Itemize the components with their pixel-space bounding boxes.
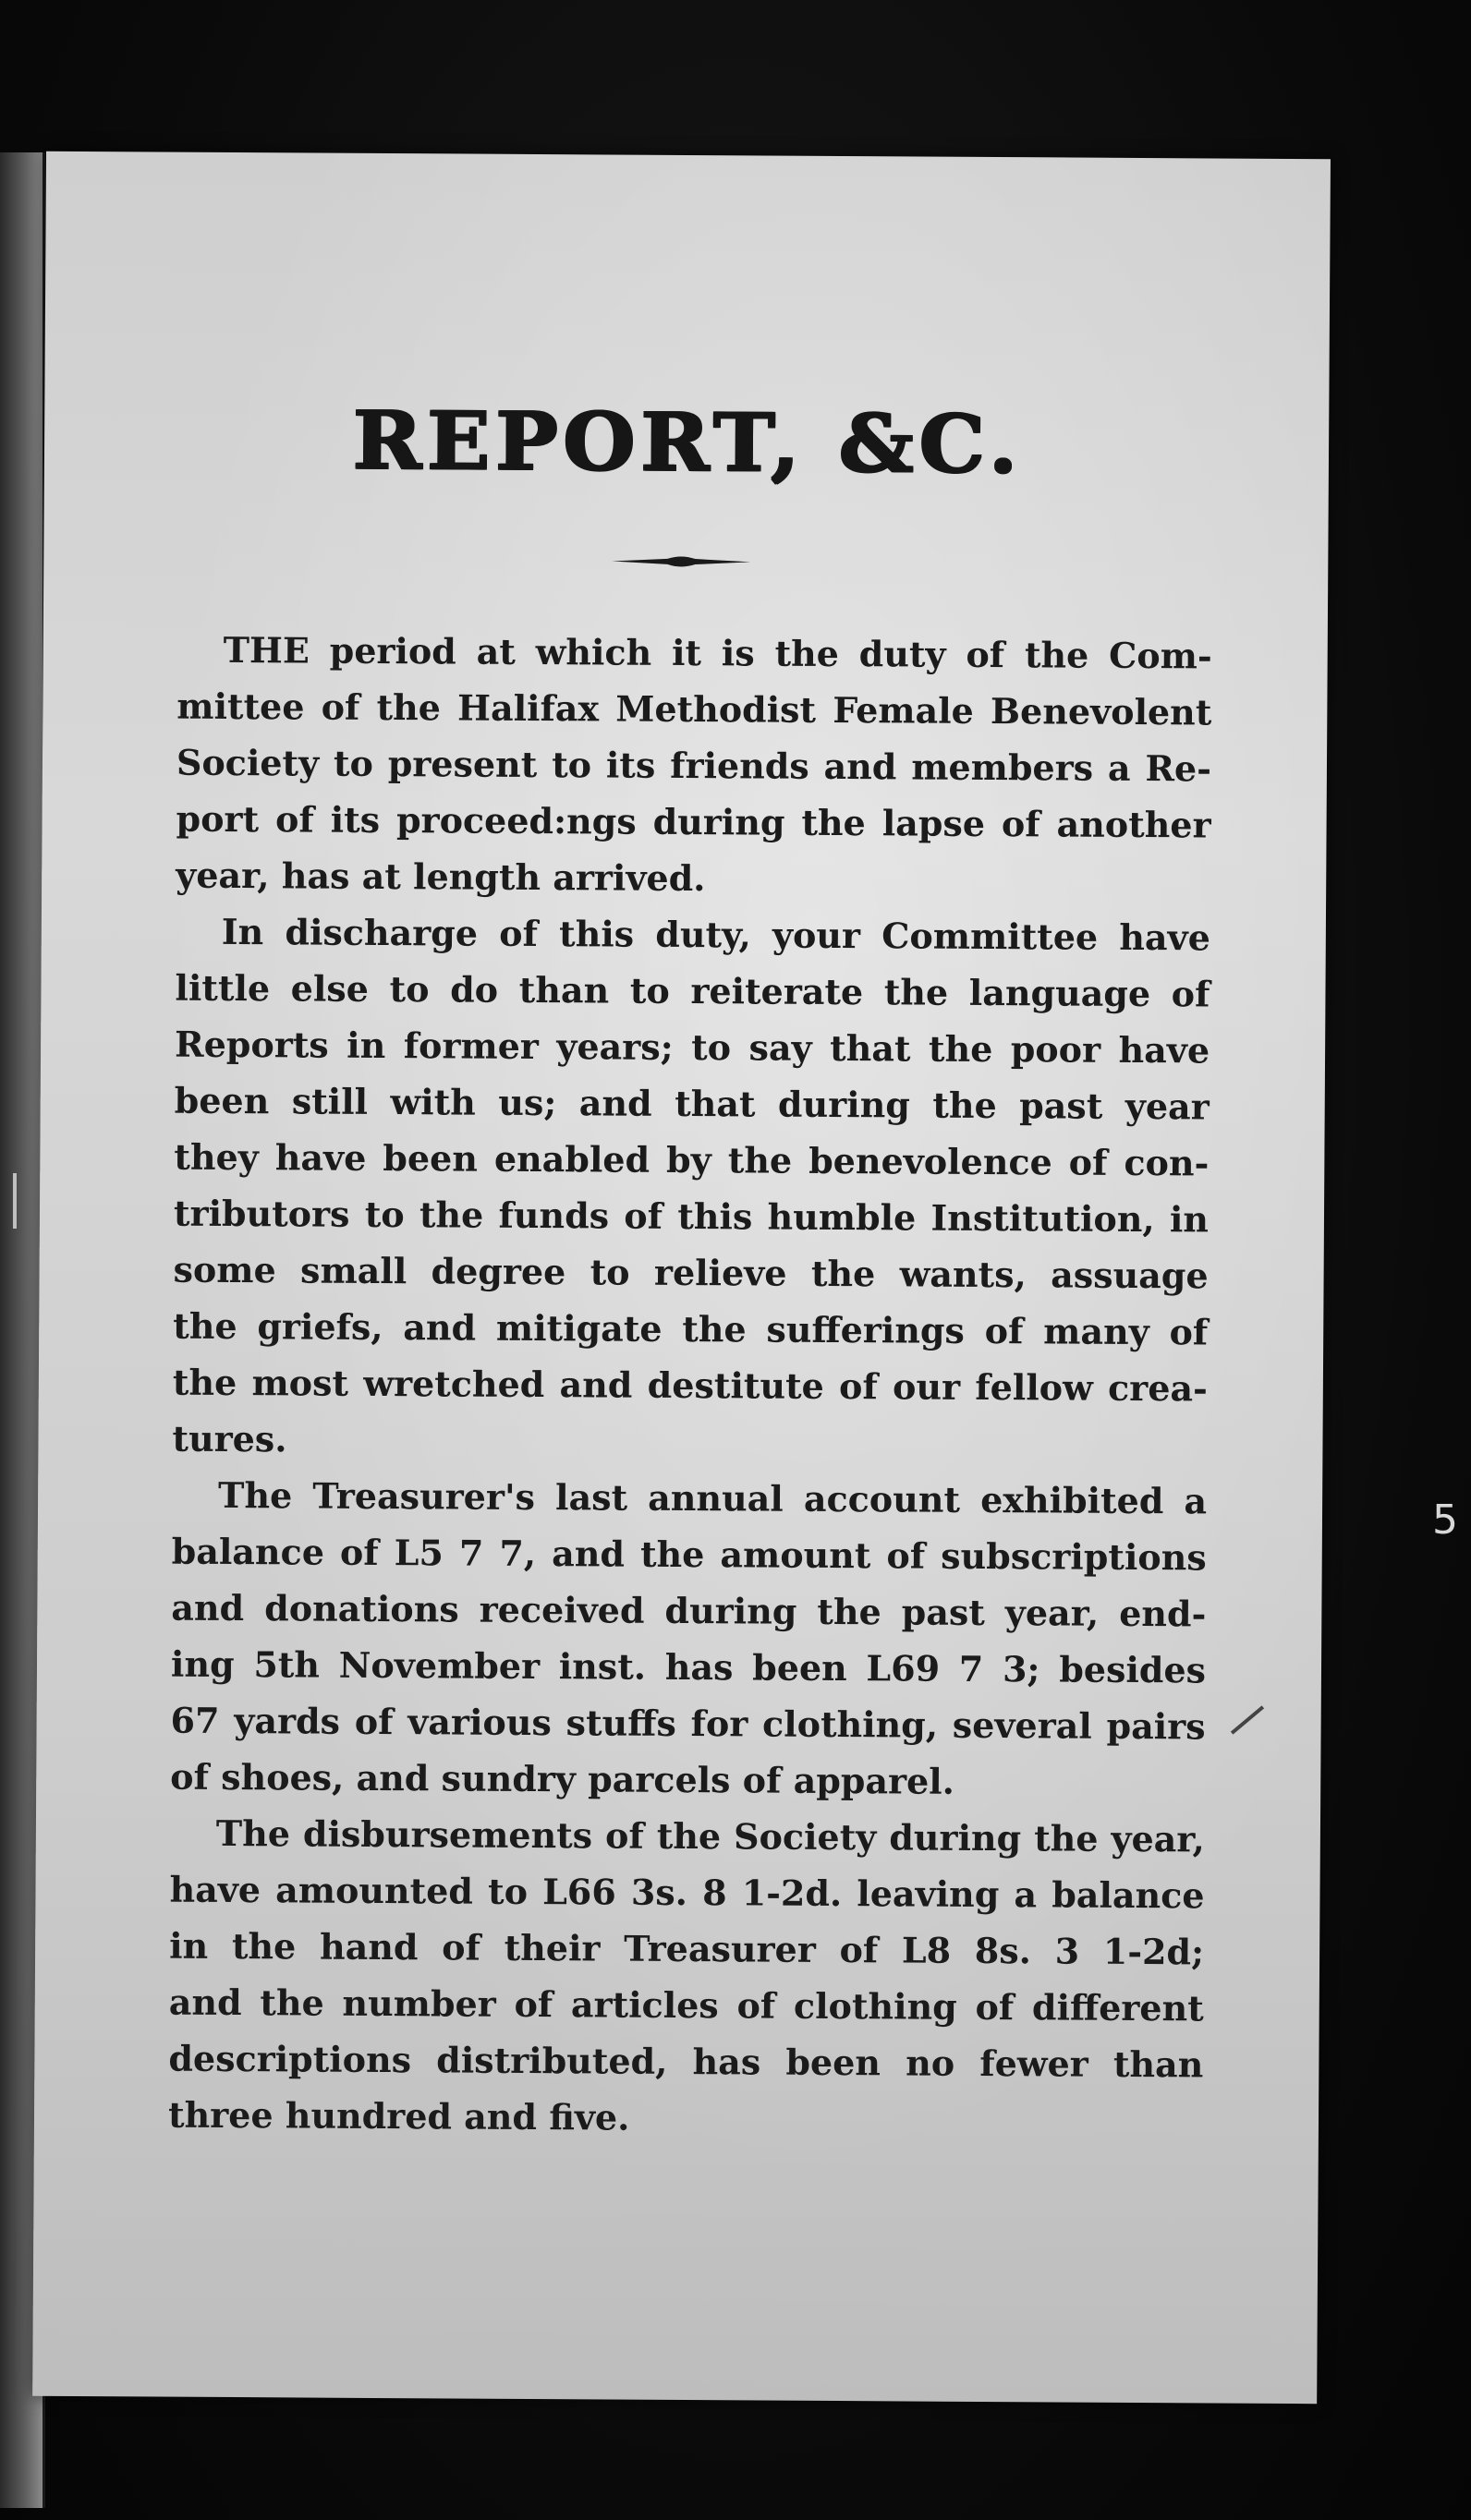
text-line: The Treasurer's last annual account exhibited a <box>217 1473 1208 1522</box>
text-line: in the hand of their Treasurer of L8 8s. 3 1-2d; <box>169 1924 1205 1973</box>
text-line: of shoes, and sundry parcels of apparel. <box>170 1755 955 1802</box>
text-line: three hundred and five. <box>167 2093 630 2138</box>
paragraph-intro <box>176 622 1212 910</box>
text-line: the most wretched and destitute of our fellow crea- <box>172 1361 1208 1410</box>
text-line: the griefs, and mitigate the sufferings of many of <box>173 1304 1209 1353</box>
text-line: THE period at which it is the duty of the Com- <box>223 628 1212 677</box>
text-line: have amounted to L66 3s. 8 1-2d. leaving a balance <box>169 1868 1205 1917</box>
margin-page-number: 5 <box>1432 1496 1458 1544</box>
text-line: In discharge of this duty, your Committee have <box>221 910 1210 959</box>
text-line: 67 yards of various stuffs for clothing, several pairs <box>170 1699 1206 1748</box>
paragraph-treasurer-account <box>170 1467 1207 1811</box>
report-body <box>168 622 1212 2150</box>
text-line: descriptions distributed, has been no fewer than <box>168 2037 1204 2086</box>
text-line: year, has at length arrived. <box>176 854 706 900</box>
paragraph-disbursements <box>168 1805 1205 2150</box>
text-line: and donations received during the past year, end- <box>171 1586 1207 1635</box>
text-line: Reports in former years; to say that the poor have <box>174 1023 1210 1072</box>
document-page <box>32 151 1331 2404</box>
text-line: tures. <box>172 1417 287 1460</box>
text-line: port of its proceed:ngs during the lapse of another <box>176 797 1211 846</box>
binding-mark <box>13 1173 17 1229</box>
text-line: The disbursements of the Society during the year, <box>215 1811 1206 1860</box>
text-line: balance of L5 7 7, and the amount of subscriptions <box>171 1530 1207 1579</box>
text-line: mittee of the Halifax Methodist Female Benevolent <box>176 685 1212 733</box>
text-line: ing 5th November inst. has been L69 7 3; besides <box>170 1642 1207 1691</box>
text-line: Society to present to its friends and members a Re- <box>176 741 1212 790</box>
text-line: been still with us; and that during the past year <box>174 1079 1210 1128</box>
text-line: little else to do than to reiterate the language of <box>175 966 1210 1015</box>
paragraph-duty <box>172 903 1210 1473</box>
text-line: they have been enabled by the benevolence of con- <box>174 1135 1210 1184</box>
text-line: tributors to the funds of this humble Institution, in <box>173 1192 1210 1241</box>
text-line: some small degree to relieve the wants, assuage <box>173 1248 1209 1297</box>
ornamental-divider-icon <box>612 554 750 570</box>
text-line: and the number of articles of clothing of different <box>168 1981 1204 2029</box>
page-title: REPORT, &C. <box>351 393 1022 491</box>
